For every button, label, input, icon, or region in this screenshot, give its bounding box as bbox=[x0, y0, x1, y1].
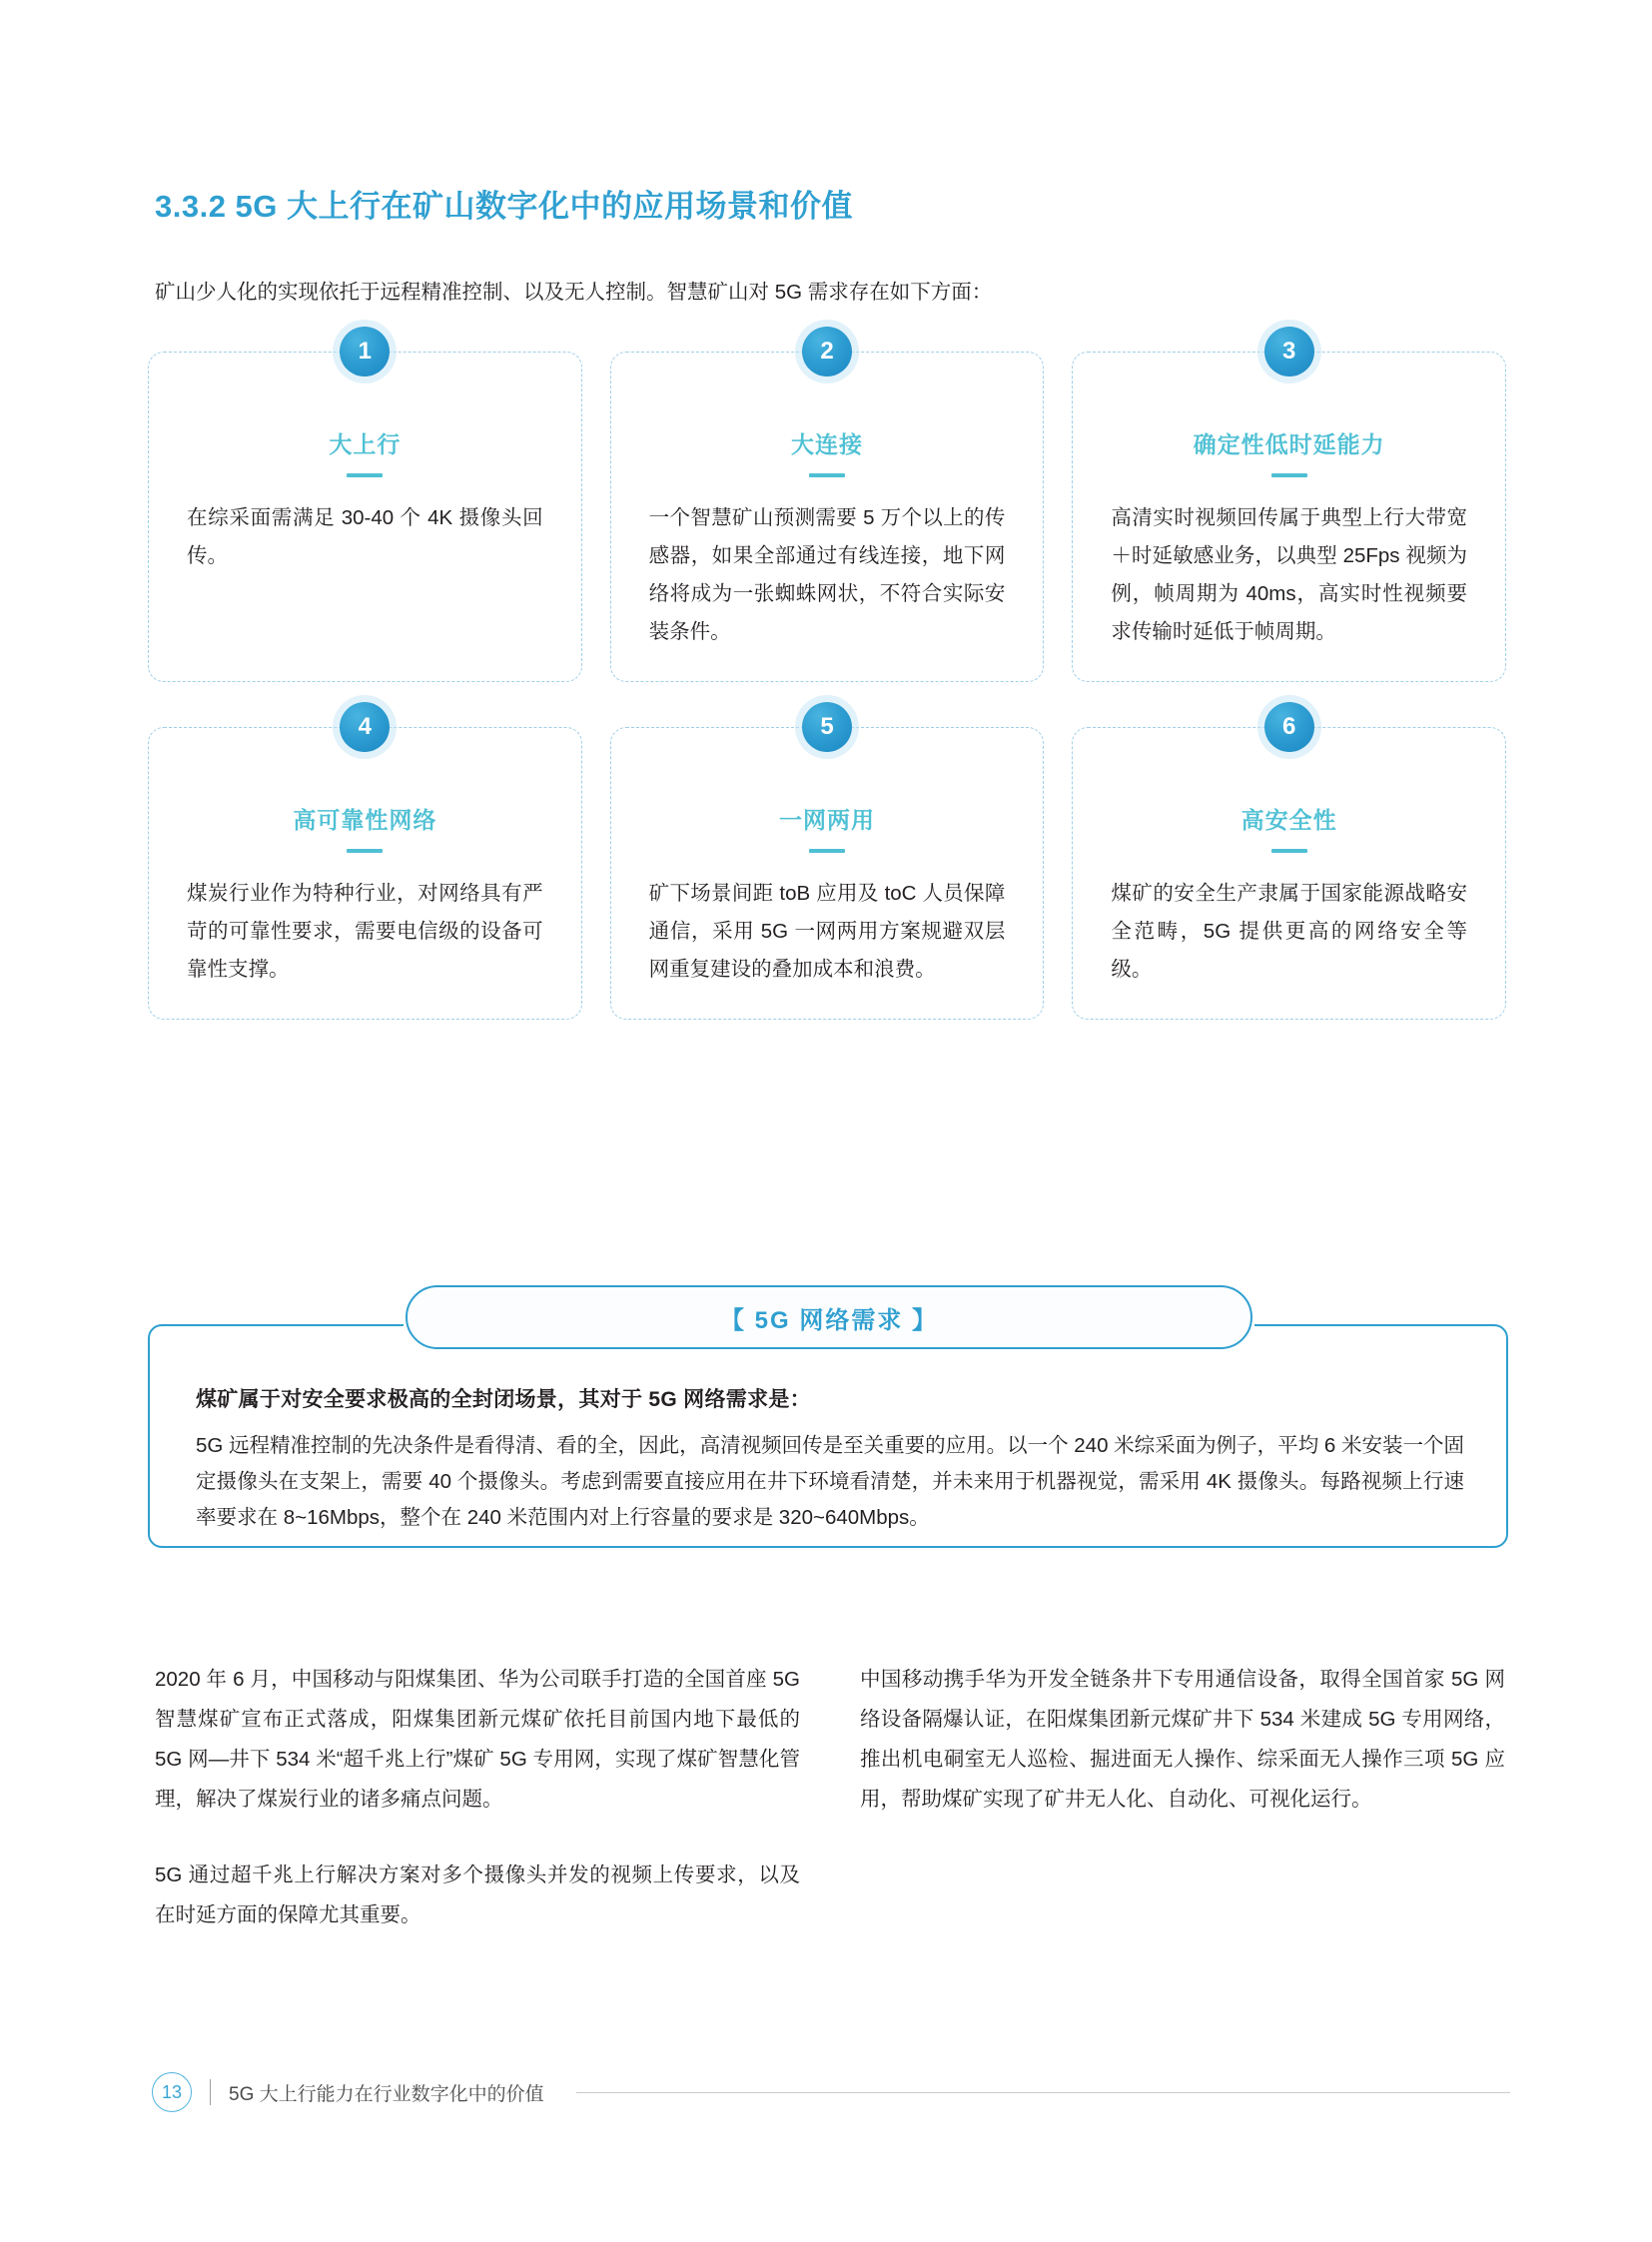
right-column-paragraph-1: 中国移动携手华为开发全链条井下专用通信设备，取得全国首家 5G 网络设备隔爆认证，在阳煤集团新元煤矿井下 534 米建成 5G 专用网络，推出机电硐室无人巡检、掘进面无人操作、综采面无人操作三项 5G 应用，帮助煤矿实现了矿井无人化、自动化、可视化运行。 bbox=[860, 1668, 1505, 1811]
card-number-badge: 4 bbox=[340, 702, 390, 752]
page-footer bbox=[152, 2072, 1510, 2112]
callout-heading: 煤矿属于对安全要求极高的全封闭场景，其对于 5G 网络需求是： bbox=[196, 1388, 811, 1411]
card-number-badge: 2 bbox=[802, 327, 852, 376]
left-column bbox=[155, 1660, 800, 1935]
card-title: 一网两用 bbox=[779, 807, 875, 833]
card-body-text: 煤矿的安全生产隶属于国家能源战略安全范畴，5G 提供更高的网络安全等级。 bbox=[1111, 882, 1468, 981]
bottom-text-columns bbox=[155, 1660, 1505, 1935]
card-divider-rule bbox=[347, 849, 383, 853]
card-divider-rule bbox=[809, 849, 845, 853]
callout-body-text: 5G 远程精准控制的先决条件是看得清、看的全，因此，高清视频回传是至关重要的应用。以一个 240 米综采面为例子，平均 6 米安装一个固定摄像头在支架上，需要 40 个摄像头。考虑到需要直接应用在井下环境看清楚，并未来用于机器视觉，需采用 4K 摄像头。每路视频上行速率要求在 8~16Mbps，整个在 240 米范围内对上行容量的要求是 320~640Mbps。 bbox=[196, 1434, 1464, 1529]
card-title: 大上行 bbox=[329, 431, 402, 457]
callout-tab-label: 【 5G 网络需求 】 bbox=[719, 1306, 939, 1334]
card-divider-rule bbox=[809, 473, 845, 477]
left-column-paragraph-2: 5G 通过超千兆上行解决方案对多个摄像头并发的视频上传要求，以及在时延方面的保障尤其重要。 bbox=[155, 1864, 800, 1926]
card-body-text: 煤炭行业作为特种行业，对网络具有严苛的可靠性要求，需要电信级的设备可靠性支撑。 bbox=[187, 882, 543, 981]
callout-tab bbox=[406, 1285, 1252, 1349]
feature-card-2 bbox=[610, 338, 1045, 682]
card-divider-rule bbox=[1271, 849, 1307, 853]
card-body-text: 矿下场景间距 toB 应用及 toC 人员保障通信，采用 5G 一网两用方案规避双层网重复建设的叠加成本和浪费。 bbox=[648, 882, 1006, 981]
footer-label: 5G 大上行能力在行业数字化中的价值 bbox=[229, 2083, 544, 2105]
card-title: 高安全性 bbox=[1240, 807, 1337, 833]
card-body-text: 一个智慧矿山预测需要 5 万个以上的传感器，如果全部通过有线连接，地下网络将成为一张蜘蛛网状，不符合实际安装条件。 bbox=[648, 506, 1006, 643]
card-row-1 bbox=[148, 338, 1506, 682]
feature-card-4 bbox=[148, 713, 582, 1020]
card-row-2 bbox=[148, 713, 1506, 1020]
card-divider-rule bbox=[347, 473, 383, 477]
card-title: 大连接 bbox=[791, 431, 863, 457]
card-title: 高可靠性网络 bbox=[293, 807, 437, 833]
card-number-badge: 3 bbox=[1264, 327, 1314, 376]
card-divider-rule bbox=[1271, 473, 1307, 477]
intro-paragraph: 矿山少人化的实现依托于远程精准控制、以及无人控制。智慧矿山对 5G 需求存在如下方面： bbox=[155, 281, 993, 304]
feature-card-grid bbox=[148, 338, 1506, 1020]
section-title: 3.3.2 5G 大上行在矿山数字化中的应用场景和价值 bbox=[155, 189, 854, 224]
right-column bbox=[860, 1660, 1505, 1935]
feature-card-5 bbox=[610, 713, 1045, 1020]
network-requirement-callout bbox=[148, 1286, 1508, 1548]
feature-card-1 bbox=[148, 338, 582, 682]
card-number-badge: 5 bbox=[802, 702, 852, 752]
page-number: 13 bbox=[152, 2072, 192, 2112]
feature-card-6 bbox=[1072, 713, 1506, 1020]
card-number-badge: 1 bbox=[340, 327, 390, 376]
feature-card-3 bbox=[1072, 338, 1506, 682]
card-body-text: 高清实时视频回传属于典型上行大带宽＋时延敏感业务，以典型 25Fps 视频为例，帧周期为 40ms，高实时性视频要求传输时延低于帧周期。 bbox=[1111, 506, 1468, 643]
footer-divider bbox=[210, 2079, 211, 2105]
card-body-text: 在综采面需满足 30-40 个 4K 摄像头回传。 bbox=[187, 506, 543, 567]
footer-rule bbox=[576, 2092, 1510, 2093]
card-title: 确定性低时延能力 bbox=[1193, 431, 1385, 457]
left-column-paragraph-1: 2020 年 6 月，中国移动与阳煤集团、华为公司联手打造的全国首座 5G 智慧煤矿宣布正式落成，阳煤集团新元煤矿依托目前国内地下最低的 5G 网—井下 534 米“超千兆上行”煤矿 5G 专用网，实现了煤矿智慧化管理，解决了煤炭行业的诸多痛点问题。 bbox=[155, 1668, 800, 1811]
card-number-badge: 6 bbox=[1264, 702, 1314, 752]
